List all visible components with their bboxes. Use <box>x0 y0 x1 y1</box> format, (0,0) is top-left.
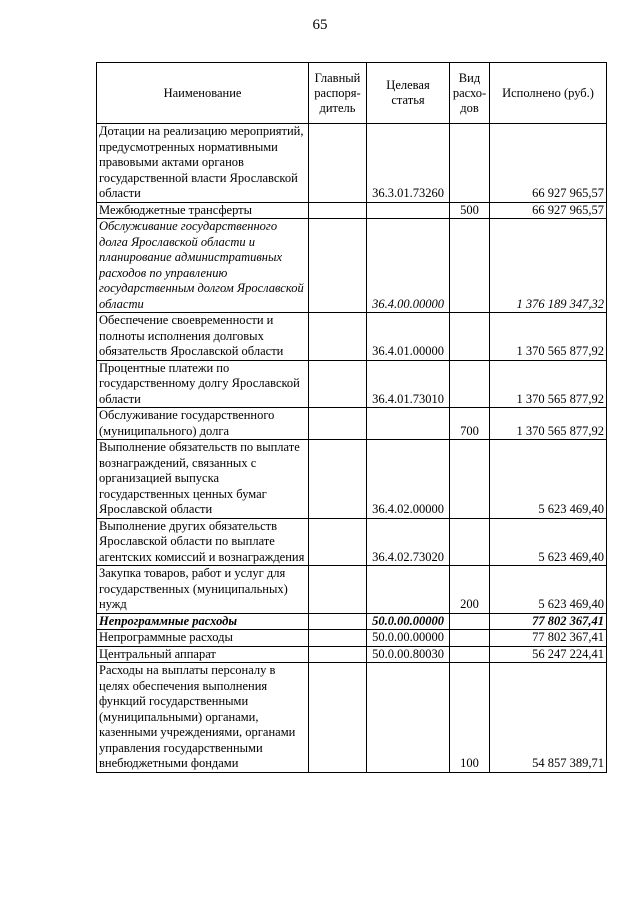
cell-target: 50.0.00.00000 <box>367 630 450 647</box>
cell-kind <box>450 219 490 313</box>
cell-name: Расходы на выплаты персоналу в целях обеспечения выполнения функций государственными (муниципальными) органами, казенными учреждениями, органами управления государственными внебюджетными фондами <box>97 663 309 773</box>
cell-amount: 77 802 367,41 <box>490 630 607 647</box>
table-row <box>97 124 607 203</box>
cell-manager <box>309 613 367 630</box>
cell-name: Обеспечение своевременности и полноты исполнения долговых обязательств Ярославской области <box>97 313 309 361</box>
cell-name: Центральный аппарат <box>97 646 309 663</box>
cell-manager <box>309 202 367 219</box>
table-row <box>97 360 607 408</box>
table-row <box>97 518 607 566</box>
budget-execution-table <box>96 62 607 773</box>
cell-manager <box>309 440 367 519</box>
table-row <box>97 646 607 663</box>
page-number: 65 <box>312 17 328 33</box>
table-row <box>97 202 607 219</box>
table-row <box>97 566 607 614</box>
table-row <box>97 663 607 773</box>
table-row <box>97 408 607 440</box>
cell-amount: 1 370 565 877,92 <box>490 408 607 440</box>
cell-manager <box>309 663 367 773</box>
cell-target <box>367 408 450 440</box>
header-name: Наименование <box>97 63 309 124</box>
cell-manager <box>309 124 367 203</box>
cell-manager <box>309 518 367 566</box>
table-header-row <box>97 63 607 124</box>
cell-kind: 200 <box>450 566 490 614</box>
cell-amount: 1 376 189 347,32 <box>490 219 607 313</box>
header-manager: Главный распоря-дитель <box>309 63 367 124</box>
cell-target: 36.4.00.00000 <box>367 219 450 313</box>
cell-target: 36.4.02.73020 <box>367 518 450 566</box>
cell-target: 36.4.02.00000 <box>367 440 450 519</box>
cell-manager <box>309 219 367 313</box>
cell-amount: 77 802 367,41 <box>490 613 607 630</box>
cell-name: Обслуживание государственного (муниципального) долга <box>97 408 309 440</box>
table-row <box>97 613 607 630</box>
cell-kind <box>450 646 490 663</box>
cell-name: Дотации на реализацию мероприятий, предусмотренных нормативными правовыми актами органов государственной власти Ярославской области <box>97 124 309 203</box>
cell-manager <box>309 408 367 440</box>
cell-name: Обслуживание государственного долга Ярославской области и планирование административных расходов по управлению государственным долгом Ярославской области <box>97 219 309 313</box>
table-body <box>97 124 607 773</box>
cell-manager <box>309 646 367 663</box>
cell-kind: 500 <box>450 202 490 219</box>
cell-manager <box>309 360 367 408</box>
cell-name: Выполнение других обязательств Ярославской области по выплате агентских комиссий и вознаграждения <box>97 518 309 566</box>
table-row <box>97 219 607 313</box>
cell-target: 50.0.00.00000 <box>367 613 450 630</box>
header-target: Целевая статья <box>367 63 450 124</box>
header-amount: Исполнено (руб.) <box>490 63 607 124</box>
cell-kind: 100 <box>450 663 490 773</box>
cell-kind <box>450 630 490 647</box>
cell-amount: 5 623 469,40 <box>490 566 607 614</box>
cell-kind <box>450 360 490 408</box>
cell-target: 50.0.00.80030 <box>367 646 450 663</box>
cell-manager <box>309 313 367 361</box>
cell-name: Выполнение обязательств по выплате вознаграждений, связанных с организацией выпуска государственных ценных бумаг Ярославской области <box>97 440 309 519</box>
cell-target <box>367 566 450 614</box>
cell-amount: 56 247 224,41 <box>490 646 607 663</box>
cell-amount: 54 857 389,71 <box>490 663 607 773</box>
cell-name: Непрограммные расходы <box>97 630 309 647</box>
cell-amount: 66 927 965,57 <box>490 202 607 219</box>
cell-target: 36.4.01.00000 <box>367 313 450 361</box>
cell-manager <box>309 630 367 647</box>
cell-name: Процентные платежи по государственному долгу Ярославской области <box>97 360 309 408</box>
cell-name: Межбюджетные трансферты <box>97 202 309 219</box>
cell-target <box>367 663 450 773</box>
cell-amount: 1 370 565 877,92 <box>490 360 607 408</box>
cell-name: Непрограммные расходы <box>97 613 309 630</box>
cell-target: 36.3.01.73260 <box>367 124 450 203</box>
cell-amount: 5 623 469,40 <box>490 518 607 566</box>
cell-amount: 5 623 469,40 <box>490 440 607 519</box>
table-row <box>97 313 607 361</box>
header-kind: Вид расхо-дов <box>450 63 490 124</box>
cell-amount: 1 370 565 877,92 <box>490 313 607 361</box>
cell-target <box>367 202 450 219</box>
cell-kind <box>450 124 490 203</box>
cell-amount: 66 927 965,57 <box>490 124 607 203</box>
cell-kind <box>450 440 490 519</box>
cell-kind <box>450 313 490 361</box>
table-row <box>97 630 607 647</box>
cell-target: 36.4.01.73010 <box>367 360 450 408</box>
cell-kind <box>450 518 490 566</box>
cell-manager <box>309 566 367 614</box>
table-row <box>97 440 607 519</box>
cell-kind: 700 <box>450 408 490 440</box>
cell-name: Закупка товаров, работ и услуг для государственных (муниципальных) нужд <box>97 566 309 614</box>
cell-kind <box>450 613 490 630</box>
